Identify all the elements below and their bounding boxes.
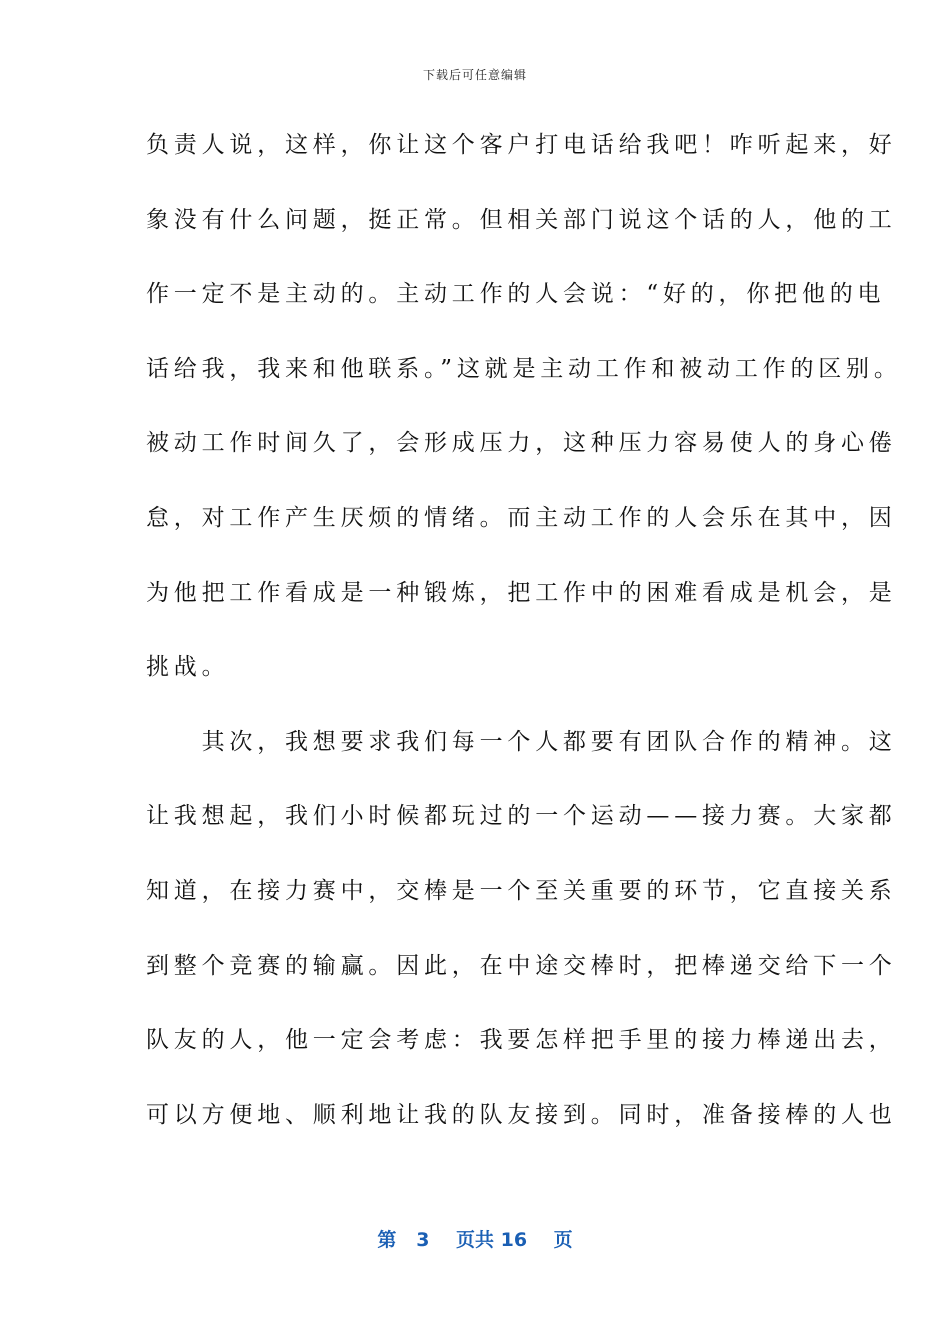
page-label-prefix: 第 (377, 1229, 397, 1251)
text-line: 话给我，我来和他联系。”这就是主动工作和被动工作的区别。 (146, 355, 902, 382)
text-line: 被动工作时间久了，会形成压力，这种压力容易使人的身心倦 (146, 430, 897, 457)
text-line: 其次，我想要求我们每一个人都要有团队合作的精神。这 (146, 728, 897, 755)
page-number: 3 (416, 1229, 430, 1251)
text-line: 到整个竞赛的输赢。因此，在中途交棒时，把棒递交给下一个 (146, 952, 897, 979)
page-label-suffix: 页 (553, 1229, 573, 1251)
text-line: 负责人说，这样，你让这个客户打电话给我吧！咋听起来，好 (146, 132, 897, 158)
text-line: 队友的人，他一定会考虑：我要怎样把手里的接力棒递出去， (146, 1027, 897, 1054)
text-line: 挑战。 (146, 654, 230, 681)
total-pages: 16 (500, 1229, 528, 1251)
text-line: 怠，对工作产生厌烦的情绪。而主动工作的人会乐在其中，因 (146, 504, 897, 531)
text-line: 象没有什么问题，挺正常。但相关部门说这个话的人，他的工 (146, 206, 897, 233)
page-label-mid: 页共 (456, 1229, 495, 1251)
text-line: 知道，在接力赛中，交棒是一个至关重要的环节，它直接关系 (146, 877, 897, 904)
page-footer (0, 1225, 950, 1252)
document-body (146, 122, 902, 1166)
text-line: 作一定不是主动的。主动工作的人会说：“好的，你把他的电 (146, 281, 886, 308)
text-line: 让我想起，我们小时候都玩过的一个运动——接力赛。大家都 (146, 803, 897, 830)
text-line: 可以方便地、顺利地让我的队友接到。同时，准备接棒的人也 (146, 1101, 897, 1128)
page-header: 下载后可任意编辑 (422, 68, 527, 82)
text-line: 为他把工作看成是一种锻炼，把工作中的困难看成是机会，是 (146, 579, 897, 606)
